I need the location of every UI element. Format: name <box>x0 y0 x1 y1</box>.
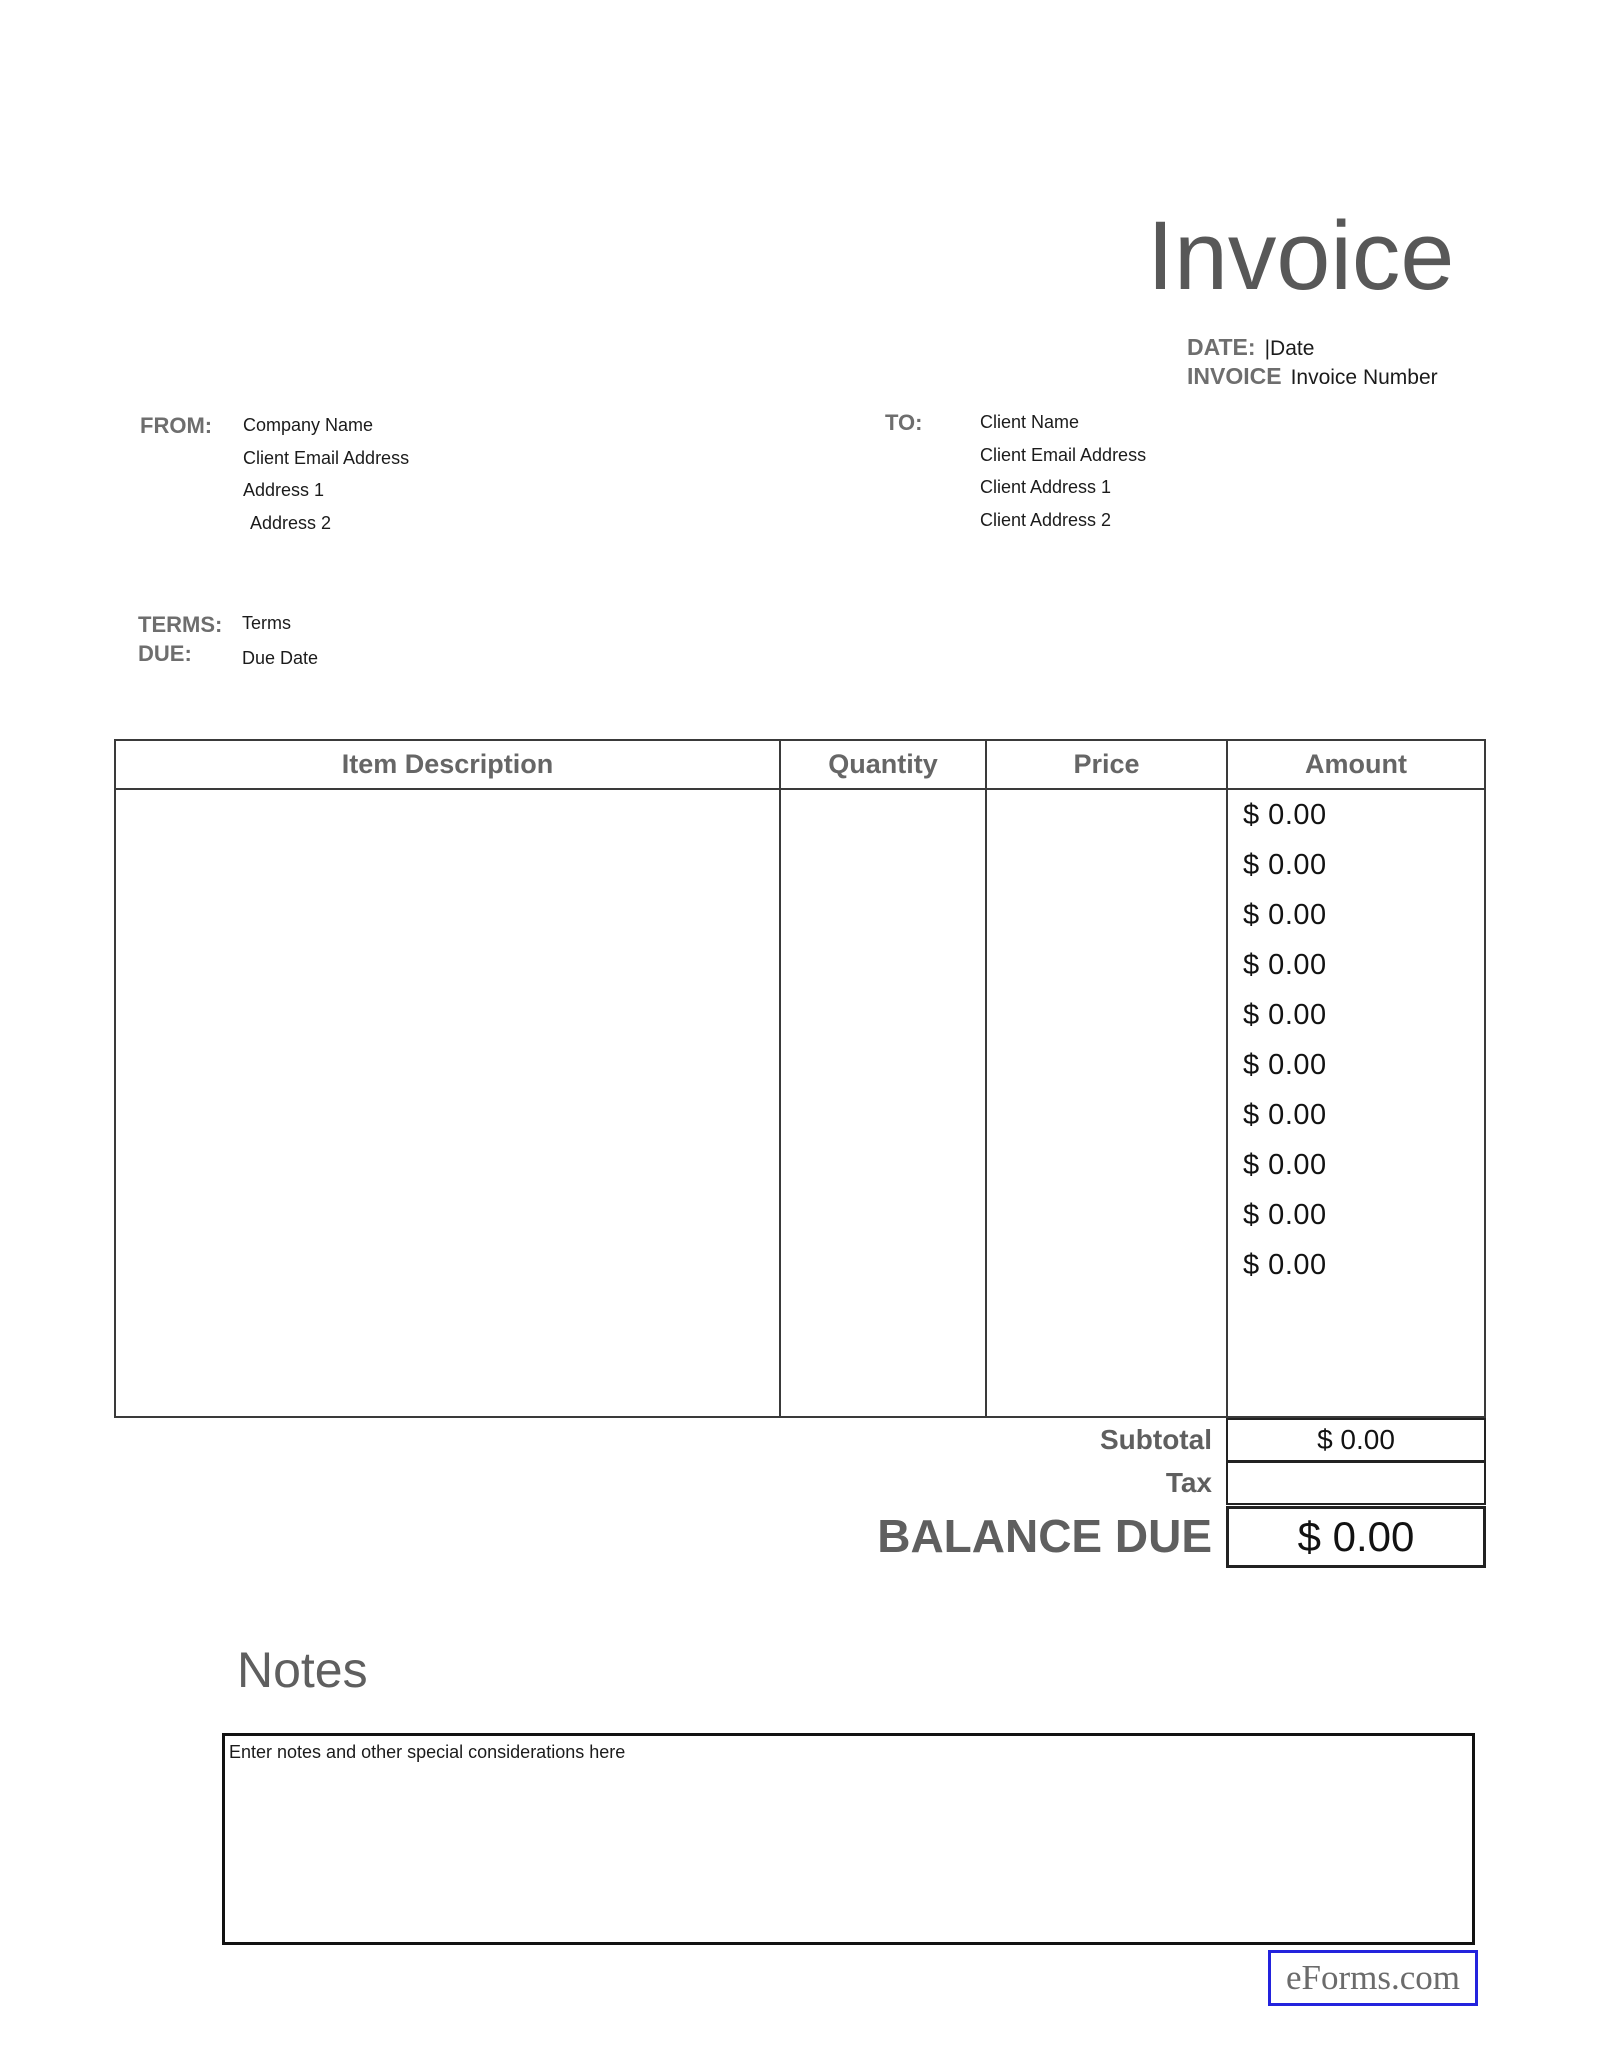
from-field-line[interactable]: Address 1 <box>243 480 325 500</box>
from-label: FROM: <box>140 413 213 438</box>
balance-due-value-box <box>1226 1506 1486 1568</box>
amount-cell[interactable]: $ 0.00 <box>1243 948 1327 981</box>
to-field-line[interactable]: Client Address 1 <box>980 477 1112 497</box>
date-field[interactable]: Date <box>1270 337 1315 360</box>
tax-value-box[interactable] <box>1226 1461 1486 1505</box>
date-label: DATE: <box>1187 334 1256 360</box>
notes-textarea[interactable] <box>222 1733 1475 1945</box>
amount-column-cells <box>1228 790 1484 1290</box>
header-amount: Amount <box>1305 749 1407 779</box>
to-field-line[interactable]: Client Address 2 <box>980 509 1112 530</box>
due-label: DUE: <box>138 641 192 666</box>
header-item-description: Item Description <box>341 749 554 779</box>
invoice-number-row <box>1187 363 1438 390</box>
column-divider <box>985 741 987 1416</box>
amount-cell[interactable]: $ 0.00 <box>1243 848 1327 881</box>
from-field-line[interactable]: Company Name <box>243 415 374 435</box>
page-title: Invoice <box>1147 201 1455 310</box>
due-date-field[interactable]: Due Date <box>242 648 319 668</box>
amount-cell[interactable]: $ 0.00 <box>1243 1098 1327 1131</box>
amount-cell[interactable]: $ 0.00 <box>1243 1148 1327 1181</box>
to-field-line[interactable]: Client Email Address <box>980 444 1147 465</box>
subtotal-value: $ 0.00 <box>1317 1424 1395 1455</box>
amount-cell[interactable]: $ 0.00 <box>1243 1048 1327 1081</box>
eforms-logo-box[interactable] <box>1268 1950 1478 2006</box>
table-header-row <box>116 741 1484 790</box>
balance-due-value: $ 0.00 <box>1297 1513 1415 1560</box>
notes-heading: Notes <box>237 1642 368 1698</box>
invoice-number-label: INVOICE <box>1187 363 1282 389</box>
line-items-table <box>114 739 1486 1418</box>
balance-due-label: BALANCE DUE <box>877 1510 1212 1562</box>
amount-cell[interactable]: $ 0.00 <box>1243 898 1327 931</box>
amount-cell[interactable]: $ 0.00 <box>1243 1198 1327 1231</box>
to-fields <box>980 406 1146 536</box>
date-row <box>1187 334 1314 361</box>
to-label: TO: <box>885 410 923 435</box>
header-quantity: Quantity <box>828 749 938 779</box>
notes-placeholder: Enter notes and other special considerations here <box>229 1742 626 1762</box>
amount-cell[interactable]: $ 0.00 <box>1243 998 1327 1031</box>
from-fields <box>243 409 409 539</box>
to-field-line[interactable]: Client Name <box>980 412 1080 432</box>
header-price: Price <box>1073 749 1140 779</box>
subtotal-value-box <box>1226 1418 1486 1462</box>
terms-label: TERMS: <box>138 612 223 637</box>
amount-cell[interactable]: $ 0.00 <box>1243 1248 1327 1281</box>
text-cursor: | <box>1264 337 1271 360</box>
subtotal-label: Subtotal <box>1100 1424 1212 1455</box>
from-field-line[interactable]: Address 2 <box>250 512 332 533</box>
from-field-line[interactable]: Client Email Address <box>243 447 410 468</box>
terms-field[interactable]: Terms <box>242 613 291 633</box>
invoice-number-field[interactable]: Invoice Number <box>1290 366 1438 389</box>
column-divider <box>779 741 781 1416</box>
amount-cell[interactable]: $ 0.00 <box>1243 798 1327 831</box>
eforms-logo-text: eForms.com <box>1285 1958 1460 1997</box>
tax-label: Tax <box>1165 1467 1212 1498</box>
